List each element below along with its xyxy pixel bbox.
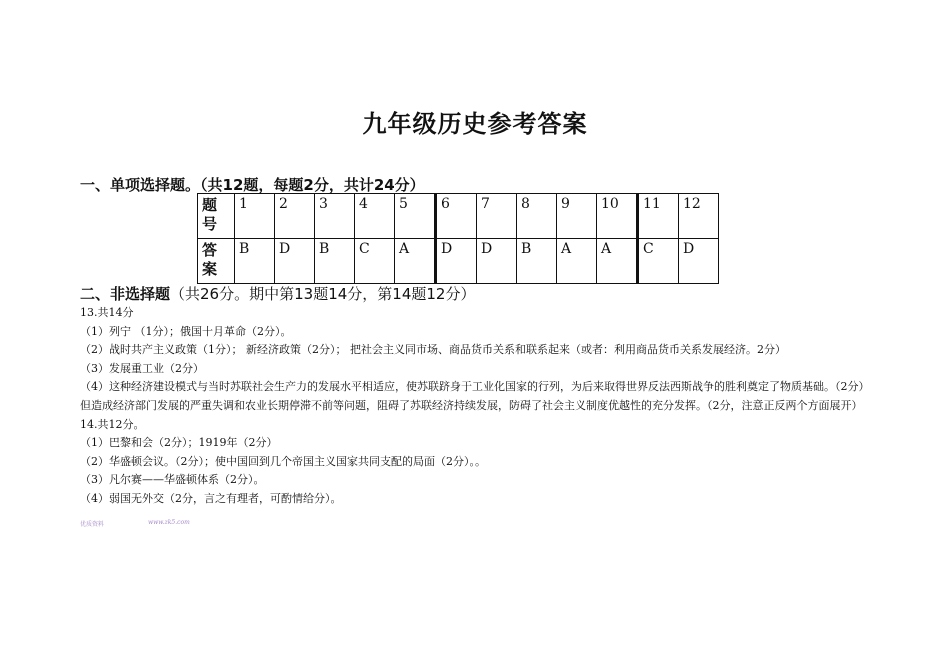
row-label-number: 题号 (198, 194, 235, 239)
answer-table (197, 193, 719, 284)
question-number-cell: 6 (436, 194, 477, 239)
row-label-answer: 答案 (198, 239, 235, 284)
question-number-cell: 9 (557, 194, 597, 239)
q14-line-1: （1）巴黎和会（2分）；1919年（2分） (80, 436, 278, 450)
q14-header: 14.共12分。 (80, 417, 145, 431)
answer-cell: A (597, 239, 638, 284)
question-number-cell: 3 (315, 194, 355, 239)
q13-line-1: （1）列宁 （1分）；俄国十月革命（2分）。 (80, 324, 292, 338)
question-number-cell: 1 (235, 194, 275, 239)
answer-cell: D (679, 239, 719, 284)
answer-cell: D (436, 239, 477, 284)
answer-cell: B (315, 239, 355, 284)
answer-body (80, 304, 880, 509)
q13-line-2: （2）战时共产主义政策（1分）； 新经济政策（2分）； 把社会主义同市场、商品货币关系和联系起来（或者：利用商品货币关系发展经济。2分） (80, 343, 786, 357)
table-row-answers (198, 239, 719, 284)
section-2-title: 二、非选择题 (80, 285, 171, 303)
q14-line-4: （4）弱国无外交（2分，言之有理者，可酌情给分）。 (80, 491, 342, 505)
answer-cell: D (477, 239, 517, 284)
question-number-cell: 5 (395, 194, 436, 239)
q13-line-4: （4）这种经济建设模式与当时苏联社会生产力的发展水平相适应，使苏联跻身于工业化国家的行列，为后来取得世界反法西斯战争的胜利奠定了物质基础。（2分）但造成经济部门发展的严重失调和农业长期停滞不前等问题，阻碍了苏联经济持续发展，防碍了社会主义制度优越性的充分发挥。（2分，注意正反两个方面展开） (80, 380, 870, 412)
section-2-heading (80, 283, 475, 304)
watermark-left: 优质资料 (80, 521, 105, 528)
question-number-cell: 2 (275, 194, 315, 239)
answer-cell: B (517, 239, 557, 284)
question-number-cell: 11 (638, 194, 679, 239)
answer-cell: D (275, 239, 315, 284)
question-number-cell: 12 (679, 194, 719, 239)
question-number-cell: 7 (477, 194, 517, 239)
section-2-note: （共26分。期中第13题14分，第14题12分） (170, 285, 476, 303)
watermark-right: www.zk5.com (148, 519, 190, 526)
q13-line-3: （3）发展重工业（2分） (80, 361, 204, 375)
question-number-cell: 10 (597, 194, 638, 239)
q14-line-2: （2）华盛顿会议。（2分）；使中国回到几个帝国主义国家共同支配的局面（2分）。。 (80, 454, 486, 468)
answer-cell: C (355, 239, 395, 284)
table-row-numbers (198, 194, 719, 239)
answer-cell: B (235, 239, 275, 284)
q13-header: 13.共14分 (80, 306, 134, 319)
question-number-cell: 8 (517, 194, 557, 239)
question-number-cell: 4 (355, 194, 395, 239)
page-title: 九年级历史参考答案 (362, 110, 588, 138)
section-1-heading: 一、单项选择题。（共12题，每题2分，共计24分） (80, 176, 425, 194)
answer-cell: A (395, 239, 436, 284)
answer-cell: A (557, 239, 597, 284)
answer-cell: C (638, 239, 679, 284)
q14-line-3: （3）凡尔赛——华盛顿体系（2分）。 (80, 473, 265, 487)
